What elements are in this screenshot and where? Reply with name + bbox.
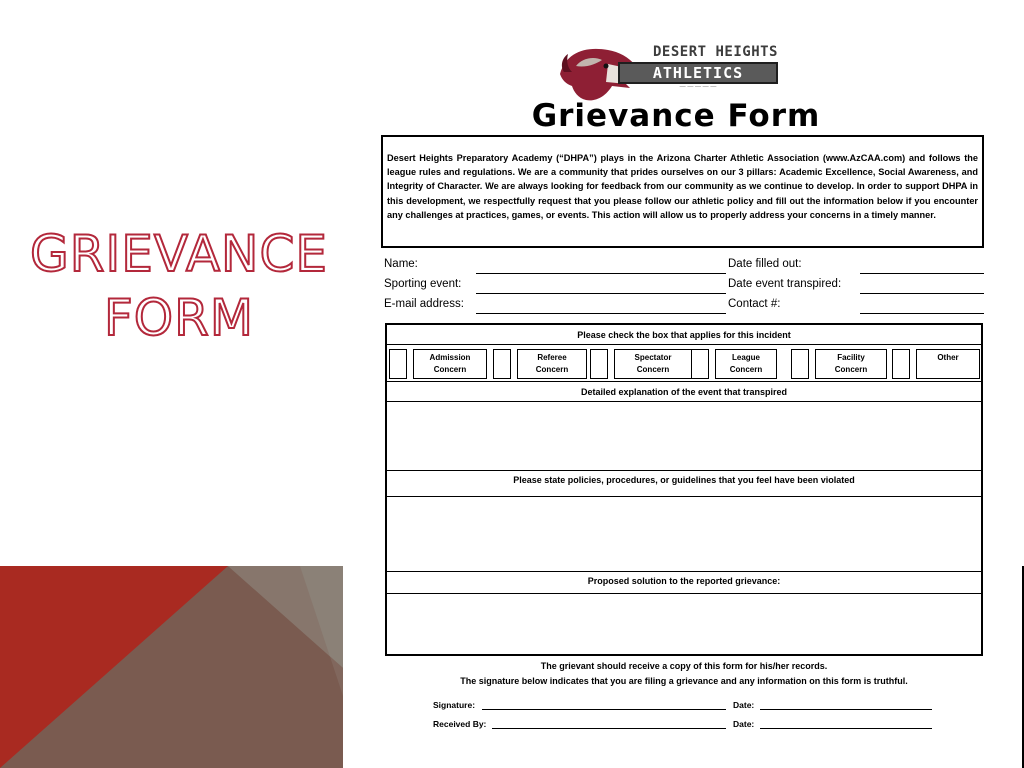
date2-label: Date: [733,719,755,729]
date-filled-label: Date filled out: [728,258,802,270]
intro-text: Desert Heights Preparatory Academy (“DHPA”) plays in the Arizona Charter Athletic Association (www.AzCAA.com) and follows the league rules and regulations. We are a community that prides ourselves on our 3 pillars: Academic Excellence, Social Awareness, and Integrity of Character. We are always looking for feedback from our community as we continue to develop. In order to support DHPA in this development, we respectfully request that you please follow our athletic policy and fill out the information below if you encounter any challenges at practices, games, or events. This action will allow us to properly address your concerns in a timely manner. [387,153,978,220]
logo-est: — — — — — [679,84,717,90]
spectator-label: Spectator Concern [614,349,692,379]
referee-checkbox[interactable] [493,349,511,379]
explanation-textarea[interactable] [387,402,981,470]
divider [387,344,981,345]
info-row-2 [384,278,984,296]
name-field[interactable] [476,273,726,274]
date-event-field[interactable] [860,293,984,294]
logo-line2: ATHLETICS [618,62,778,84]
copy-note: The grievant should receive a copy of this form for his/her records. [540,661,828,671]
athletics-logo [556,44,780,104]
signature-field[interactable] [482,709,726,710]
intro-box [381,135,984,248]
solution-textarea[interactable] [387,594,981,654]
date1-field[interactable] [760,709,932,710]
admission-label: Admission Concern [413,349,487,379]
other-checkbox[interactable] [892,349,910,379]
policies-textarea[interactable] [387,497,981,571]
league-checkbox[interactable] [691,349,709,379]
slide-title-line2: FORM [104,289,254,347]
other-label: Other [916,349,980,379]
slide-title [14,222,344,350]
info-row-1 [384,258,984,276]
decorative-triangles [0,566,343,768]
slide-title-line1: GRIEVANCE [30,225,328,283]
concern-checkboxes [387,346,981,380]
signature-label: Signature: [433,700,476,710]
info-fields [384,258,984,318]
league-label: League Concern [715,349,777,379]
form-heading: Grievance Form [531,98,821,134]
explanation-heading: Detailed explanation of the event that transpired [580,387,788,397]
admission-checkbox[interactable] [389,349,407,379]
referee-label: Referee Concern [517,349,587,379]
date-filled-field[interactable] [860,273,984,274]
info-row-3 [384,298,984,316]
sporting-event-field[interactable] [476,293,726,294]
received-by-label: Received By: [433,719,487,729]
facility-label: Facility Concern [815,349,887,379]
facility-checkbox[interactable] [791,349,809,379]
sporting-event-label: Sporting event: [384,278,462,290]
policies-heading: Please state policies, procedures, or guidelines that you feel have been violated [513,475,855,485]
incident-table [385,323,983,656]
email-label: E-mail address: [384,298,464,310]
received-by-field[interactable] [492,728,726,729]
spectator-checkbox[interactable] [590,349,608,379]
date1-label: Date: [733,700,755,710]
email-field[interactable] [476,313,726,314]
solution-heading: Proposed solution to the reported grievance: [587,576,781,586]
logo-line1: DESERT HEIGHTS [652,44,778,60]
date-event-label: Date event transpired: [728,278,842,290]
date2-field[interactable] [760,728,932,729]
contact-field[interactable] [860,313,984,314]
contact-label: Contact #: [728,298,781,310]
signature-note: The signature below indicates that you are filing a grievance and any information on this form is truthful. [460,676,908,686]
name-label: Name: [384,258,418,270]
check-heading: Please check the box that applies for this incident [577,330,791,340]
